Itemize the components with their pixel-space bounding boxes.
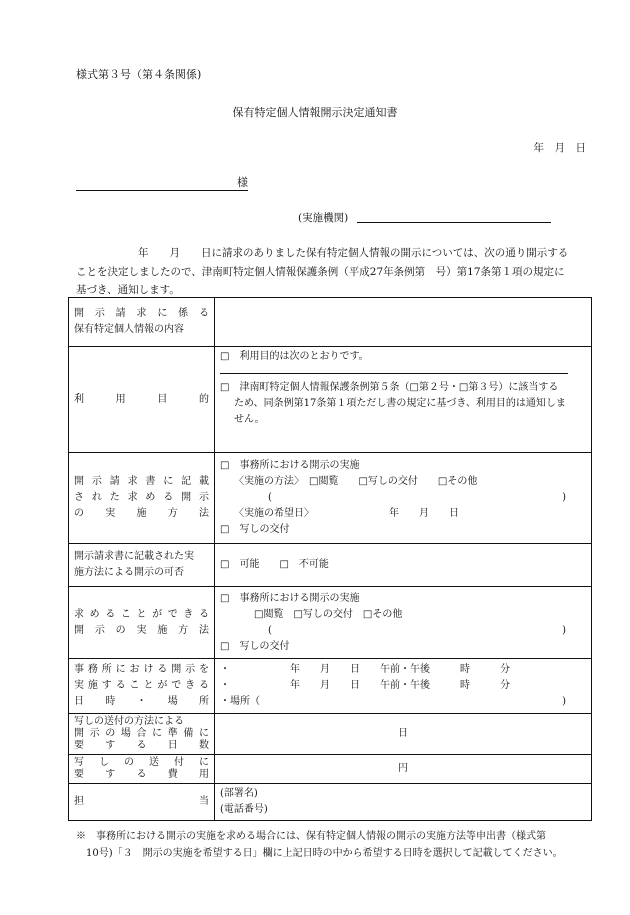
option-copy-delivery: □ 写しの交付 (220, 524, 290, 535)
label-text: 写しの送付に (74, 757, 209, 768)
intro-line-2: ことを決定しましたので、津南町特定個人情報保護条例（平成27年条例第 号）第17条第１項の規定に (76, 265, 565, 278)
table-row (69, 544, 592, 587)
footnote-line-2: 10号)「３ 開示の実施を希望する日」欄に上記日時の中から希望する日時を選択して記載してください。 (86, 848, 563, 859)
label-text: 担当 (74, 796, 209, 807)
place-label: ・場所（ (220, 696, 260, 707)
table-row (69, 784, 592, 821)
label-available-method (69, 587, 215, 659)
value-delivery-cost: 円 (215, 755, 592, 784)
label-text: の実施方法 (74, 508, 209, 519)
footnote-line-1: ※ 事務所における開示の実施を求める場合には、保有特定個人情報の開示の実施方法等申出書（様式第 (76, 831, 546, 842)
option-text: ため、同条例第17条第１項ただし書の規定に基づき、利用目的は通知しま (234, 398, 566, 409)
table-row (69, 298, 592, 347)
label-feasibility (69, 544, 215, 587)
value-datetime-place (215, 659, 592, 714)
label-text: 保有特定個人情報の内容 (74, 324, 184, 335)
label-text: 開示請求書に記載された実 (74, 551, 194, 562)
label-datetime-place (69, 659, 215, 714)
table-row (69, 347, 592, 453)
paren-close: ) (562, 696, 566, 707)
honorific-sama: 様 (237, 176, 248, 189)
value-feasibility: □ 可能 □ 不可能 (215, 544, 592, 587)
paren-open: ( (268, 492, 272, 503)
option-copy-delivery: □ 写しの交付 (220, 640, 290, 652)
other-paren (220, 490, 586, 506)
table-row (69, 453, 592, 544)
option-purpose-stated: □ 利用目的は次のとおりです。 (220, 351, 369, 362)
paren-close: ) (562, 492, 566, 503)
table-row (69, 714, 592, 755)
decision-table (68, 297, 592, 821)
option-office-disclosure: □ 事務所における開示の実施 (220, 460, 360, 471)
label-text: 開示請求書に記載 (74, 476, 209, 487)
label-text: 事務所における開示を (74, 664, 209, 675)
agency-signature-line (357, 222, 551, 223)
value-contact (215, 784, 592, 821)
table-row (69, 755, 592, 784)
option-text: せん。 (234, 414, 265, 425)
intro-line-1: 年 月 日に請求のありました保有特定個人情報の開示については、次の通り開示する (138, 247, 569, 259)
label-text: 写しの送付の方法による (74, 716, 184, 727)
addressee-line (76, 176, 248, 191)
label-text: 求めることができる (74, 608, 209, 620)
intro-line-3: 基づき、通知します。 (76, 284, 180, 296)
datetime-slot-1: ・ 年 月 日 午前・午後 時 分 (220, 664, 510, 675)
value-request-content (215, 298, 592, 347)
label-text: 開示請求に係る (74, 308, 209, 319)
label-text: 利用目的 (74, 393, 209, 405)
agency-label: (実施機関) (298, 212, 349, 224)
label-text: 日時・場所 (74, 696, 209, 707)
label-request-content (69, 298, 215, 347)
label-text: 開示の実施方法 (74, 624, 209, 636)
label-text: 要する日数 (74, 740, 209, 751)
method-options: □閲覧 □写しの交付 □その他 (254, 608, 403, 620)
paren-close: ) (562, 624, 566, 636)
place-line (220, 694, 586, 710)
table-row (69, 587, 592, 659)
paren-open: ( (268, 624, 272, 636)
footnote (76, 828, 596, 862)
value-prep-days: 日 (215, 714, 592, 755)
value-purpose (215, 347, 592, 453)
document-title: 保有特定個人情報開示決定通知書 (232, 106, 398, 119)
value-requested-method (215, 453, 592, 544)
other-paren (220, 623, 586, 639)
option-purpose-not-notified: □ 津南町特定個人情報保護条例第５条（□第２号・□第３号）に該当する (220, 382, 559, 393)
method-options: 〈実施の方法〉 □閲覧 □写しの交付 □その他 (234, 476, 478, 487)
label-text: 要する費用 (74, 769, 209, 780)
label-requested-method (69, 453, 215, 544)
label-contact (69, 784, 215, 821)
department-name: (部署名) (220, 788, 258, 799)
label-prep-days (69, 714, 215, 755)
label-delivery-cost (69, 755, 215, 784)
purpose-blank-line (220, 373, 568, 374)
option-office-disclosure: □ 事務所における開示の実施 (220, 592, 360, 604)
label-text: された求める開示 (74, 492, 209, 503)
desired-date: 〈実施の希望日〉 年 月 日 (234, 508, 459, 519)
value-available-method (215, 587, 592, 659)
issue-date: 年 月 日 (533, 142, 586, 154)
datetime-slot-2: ・ 年 月 日 午前・午後 時 分 (220, 680, 510, 691)
intro-text (76, 244, 590, 300)
label-text: 実施することができる (74, 680, 209, 691)
label-text: 開示の場合に準備に (74, 728, 209, 739)
form-number: 様式第３号（第４条関係) (76, 68, 202, 81)
label-text: 施方法による開示の可否 (74, 567, 184, 578)
table-row (69, 659, 592, 714)
label-purpose (69, 347, 215, 453)
phone-number: (電話番号) (220, 804, 268, 815)
